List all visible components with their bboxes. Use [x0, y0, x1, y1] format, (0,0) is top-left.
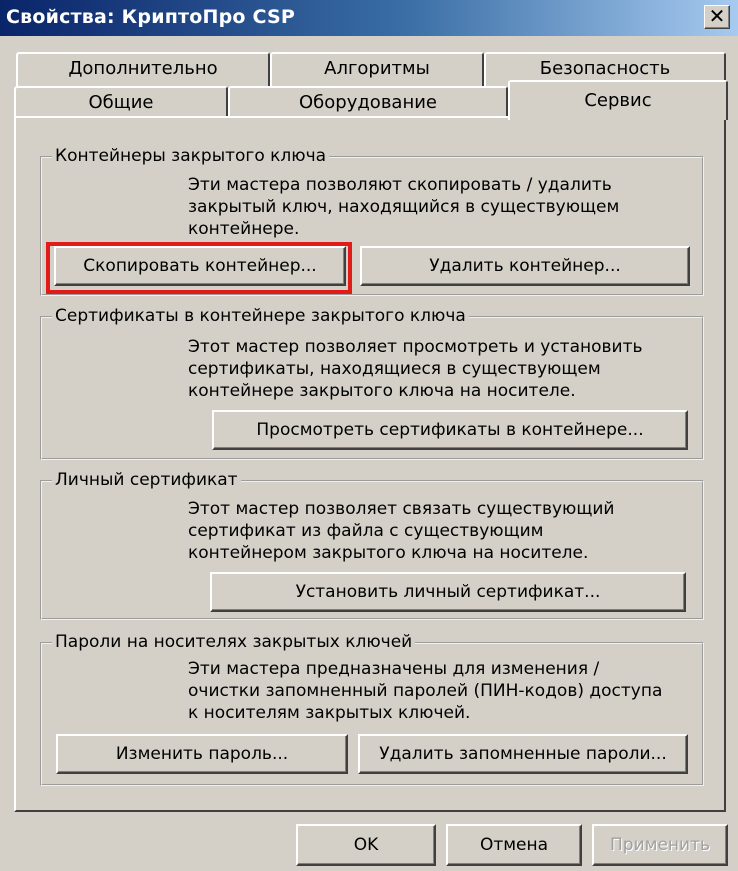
group-legend: Личный сертификат — [52, 470, 241, 490]
group-description: Эти мастера позволяют скопировать / удалить закрытый ключ, находящийся в существующем контейнере. — [188, 175, 620, 239]
ok-button[interactable]: OK — [296, 824, 436, 866]
group-legend: Пароли на носителях закрытых ключей — [52, 632, 415, 652]
window-title-bar — [0, 0, 738, 36]
group-description: Этот мастер позволяет связать существующий сертификат из файла с существующим контейнером закрытого ключа на носителе. — [188, 499, 615, 563]
group-description: Эти мастера предназначены для изменения / очистки запомненный паролей (ПИН-кодов) доступа к носителям закрытых ключей. — [188, 659, 663, 723]
group-legend: Сертификаты в контейнере закрытого ключа — [52, 306, 469, 326]
tab-label: Дополнительно — [68, 58, 218, 79]
tab-algoritmy[interactable] — [270, 52, 484, 86]
view-certs-button[interactable]: Просмотреть сертификаты в контейнере... — [212, 410, 688, 450]
tab-oborudovanie[interactable] — [228, 86, 508, 118]
tab-dopolnitelno[interactable] — [16, 52, 270, 86]
tab-servis[interactable] — [508, 80, 728, 120]
change-password-button[interactable]: Изменить пароль... — [56, 734, 348, 774]
delete-saved-passwords-button[interactable]: Удалить запомненные пароли... — [358, 734, 688, 774]
group-legend: Контейнеры закрытого ключа — [52, 146, 329, 166]
delete-container-button[interactable]: Удалить контейнер... — [360, 246, 690, 286]
cancel-button[interactable]: Отмена — [446, 824, 582, 866]
apply-button[interactable]: Применить — [592, 824, 728, 866]
tab-label: Общие — [88, 92, 154, 113]
group-description: Этот мастер позволяет просмотреть и установить сертификаты, находящиеся в существующем контейнере закрытого ключа на носителе. — [188, 337, 643, 401]
window-title: Свойства: КриптоПро CSP — [6, 6, 295, 28]
tab-label: Алгоритмы — [324, 58, 430, 79]
close-icon[interactable]: ✕ — [704, 5, 730, 29]
tab-obshie[interactable] — [14, 86, 228, 118]
copy-container-button[interactable]: Скопировать контейнер... — [54, 246, 346, 286]
tab-label: Безопасность — [539, 58, 671, 79]
tab-label: Оборудование — [299, 92, 437, 113]
highlight-box — [46, 242, 352, 294]
tab-label: Сервис — [584, 90, 652, 111]
install-personal-cert-button[interactable]: Установить личный сертификат... — [210, 572, 686, 612]
